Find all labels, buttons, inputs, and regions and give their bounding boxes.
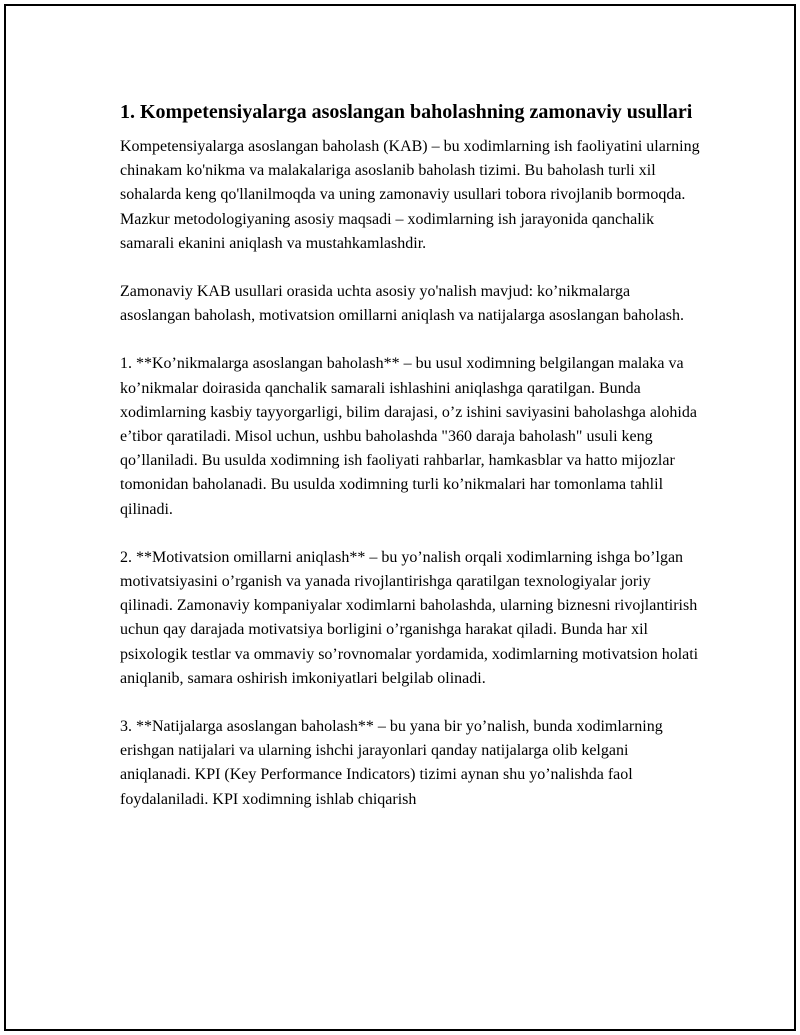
document-page [4,4,796,1031]
paragraph-directions: Zamonaviy KAB usullari orasida uchta asosiy yo'nalish mavjud: ko’nikmalarga asoslangan baholash, motivatsion omillarni aniqlash va natijalarga asoslangan baholash. [120,283,685,325]
document-content [120,98,700,836]
paragraph-motivation-factors: 2. **Motivatsion omillarni aniqlash** – bu yo’nalish orqali xodimlarning ishga bo’lgan motivatsiyasini o’rganish va yanada rivojlantirishga qaratilgan texnologiyalar joriy qilinadi. Zamonaviy kompaniyalar xodimlarni baholashda, ularning biznesni rivojlantirish uchun qay darajada motivatsiya borligini o’rganishga harakat qiladi. Bunda har xil psixologik testlar va ommaviy so’rovnomalar yordamida, xodimlarning motivatsion holati aniqlanib, samara oshirish imkoniyatlari belgilab olinadi. [120,548,699,687]
paragraph-intro: Kompetensiyalarga asoslangan baholash (KAB) – bu xodimlarning ish faoliyatini ularning chinakam ko'nikma va malakalariga asoslanib baholash tizimi. Bu baholash turli xil sohalarda keng qo'llanilmoqda va uning zamonaviy usullari tobora rivojlanib bormoqda. Mazkur metodologiyaning asosiy maqsadi – xodimlarning ish jarayonida qanchalik samarali ekanini aniqlash va mustahkamlashdir. [120,138,700,252]
section-heading: 1. Kompetensiyalarga asoslangan baholashning zamonaviy usullari [120,101,693,123]
paragraph-results-assessment: 3. **Natijalarga asoslangan baholash** – bu yana bir yo’nalish, bunda xodimlarning erishgan natijalari va ularning ishchi jarayonlari qanday natijalarga olib kelgani aniqlanadi. KPI (Key Performance Indicators) tizimi aynan shu yo’nalishda faol foydalaniladi. KPI xodimning ishlab chiqarish [120,718,663,808]
paragraph-skills-assessment: 1. **Ko’nikmalarga asoslangan baholash** – bu usul xodimning belgilangan malaka va ko’nikmalar doirasida qanchalik samarali ishlashini aniqlashga qaratilgan. Bunda xodimlarning kasbiy tayyorgarligi, bilim darajasi, o’z ishini saviyasini baholashga alohida e’tibor qaratiladi. Misol uchun, ushbu baholashda "360 daraja baholash" usuli keng qo’llaniladi. Bu usulda xodimning ish faoliyati rahbarlar, hamkasblar va hatto mijozlar tomonidan baholanadi. Bu usulda xodimning turli ko’nikmalari har tomonlama tahlil qilinadi. [120,355,697,518]
